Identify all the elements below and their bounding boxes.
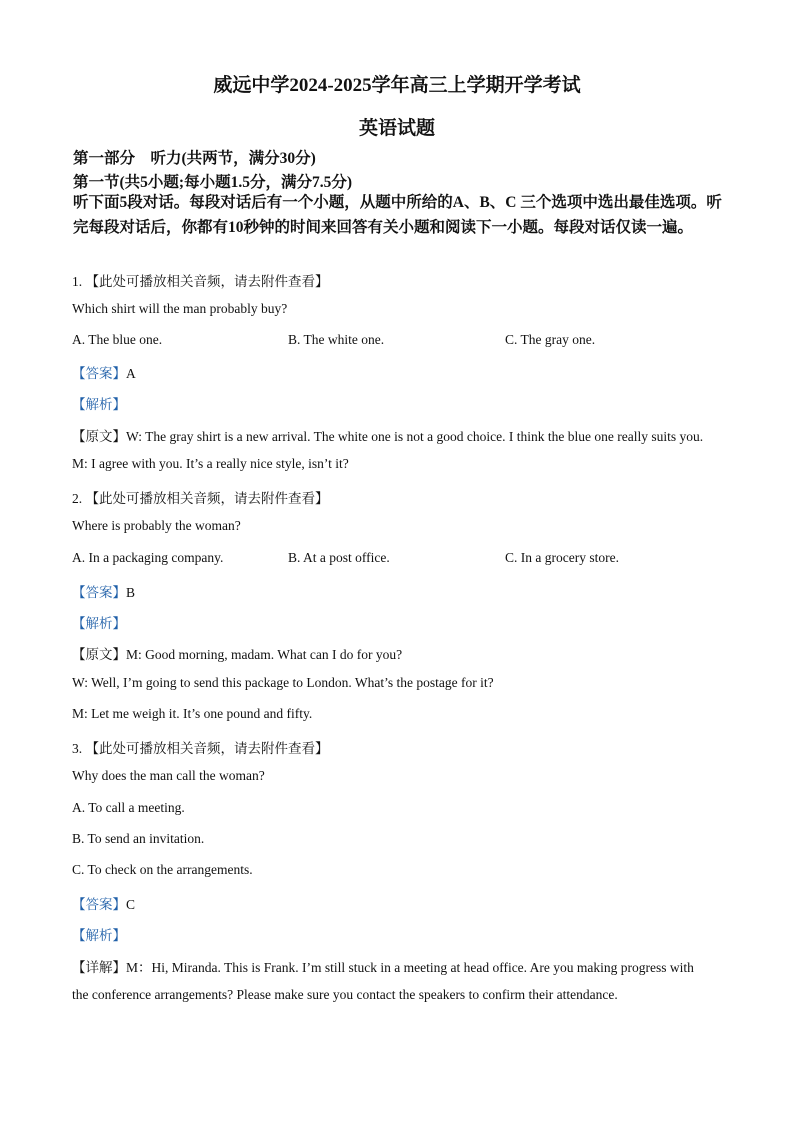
option-c: C. In a grocery store.: [505, 550, 619, 565]
analysis-tag: 【解析】: [72, 616, 126, 631]
question-head: 3. 【此处可播放相关音频，请去附件查看】: [72, 741, 329, 756]
page-subtitle: 英语试题: [358, 118, 435, 139]
part-heading: 第一部分 听力(共两节，满分30分): [73, 150, 316, 167]
answer-tag: 【答案】: [72, 366, 126, 381]
original-tag: 【原文】: [72, 429, 126, 444]
option-a: A. The blue one.: [72, 332, 163, 347]
analysis-tag: 【解析】: [72, 928, 126, 943]
transcript-line: M: I agree with you. It’s a really nice style, isn’t it?: [72, 456, 349, 471]
transcript-text: M: Good morning, madam. What can I do for you?: [126, 647, 403, 662]
transcript-text: W: The gray shirt is a new arrival. The white one is not a good choice. I think the blue one really suits you.: [126, 429, 704, 444]
answer-line: [72, 581, 135, 601]
transcript-line: [72, 425, 703, 445]
option-b: B. At a post office.: [288, 550, 390, 565]
option-a: A. In a packaging company.: [72, 550, 224, 565]
transcript-line: M: Let me weigh it. It’s one pound and fifty.: [72, 706, 313, 721]
question-head: 2. 【此处可播放相关音频，请去附件查看】: [72, 491, 329, 506]
option-c: C. To check on the arrangements.: [72, 862, 253, 877]
transcript-line: [72, 643, 402, 663]
page-title: 威远中学2024-2025学年高三上学期开学考试: [213, 75, 581, 96]
original-tag: 【原文】: [72, 647, 126, 662]
detail-tag: 【详解】: [72, 960, 126, 975]
answer-value: A: [126, 366, 136, 381]
answer-line: [72, 893, 135, 913]
question-stem: Where is probably the woman?: [72, 518, 241, 533]
answer-value: C: [126, 897, 136, 912]
question-stem: Why does the man call the woman?: [72, 768, 265, 783]
analysis-tag: 【解析】: [72, 397, 126, 412]
detail-text: M：Hi, Miranda. This is Frank. I’m still stuck in a meeting at head office. Are you making progress with: [126, 960, 694, 975]
option-b: B. To send an invitation.: [72, 831, 205, 846]
instructions: 听下面5段对话。每段对话后有一个小题，从题中所给的A、B、C 三个选项中选出最佳选项。听完每段对话后，你都有10秒钟的时间来回答有关小题和阅读下一小题。每段对话仅读一遍。: [73, 194, 722, 236]
answer-value: B: [126, 585, 136, 600]
section-heading: 第一节(共5小题;每小题1.5分，满分7.5分): [73, 174, 352, 191]
option-b: B. The white one.: [288, 332, 385, 347]
answer-line: [72, 362, 136, 382]
answer-tag: 【答案】: [72, 897, 126, 912]
option-c: C. The gray one.: [505, 332, 596, 347]
detail-line: the conference arrangements? Please make sure you contact the speakers to confirm their attendance.: [72, 987, 618, 1002]
detail-line: [72, 956, 694, 976]
question-stem: Which shirt will the man probably buy?: [72, 301, 288, 316]
transcript-line: W: Well, I’m going to send this package to London. What’s the postage for it?: [72, 675, 494, 690]
option-a: A. To call a meeting.: [72, 800, 185, 815]
question-head: 1. 【此处可播放相关音频，请去附件查看】: [72, 274, 329, 289]
answer-tag: 【答案】: [72, 585, 126, 600]
